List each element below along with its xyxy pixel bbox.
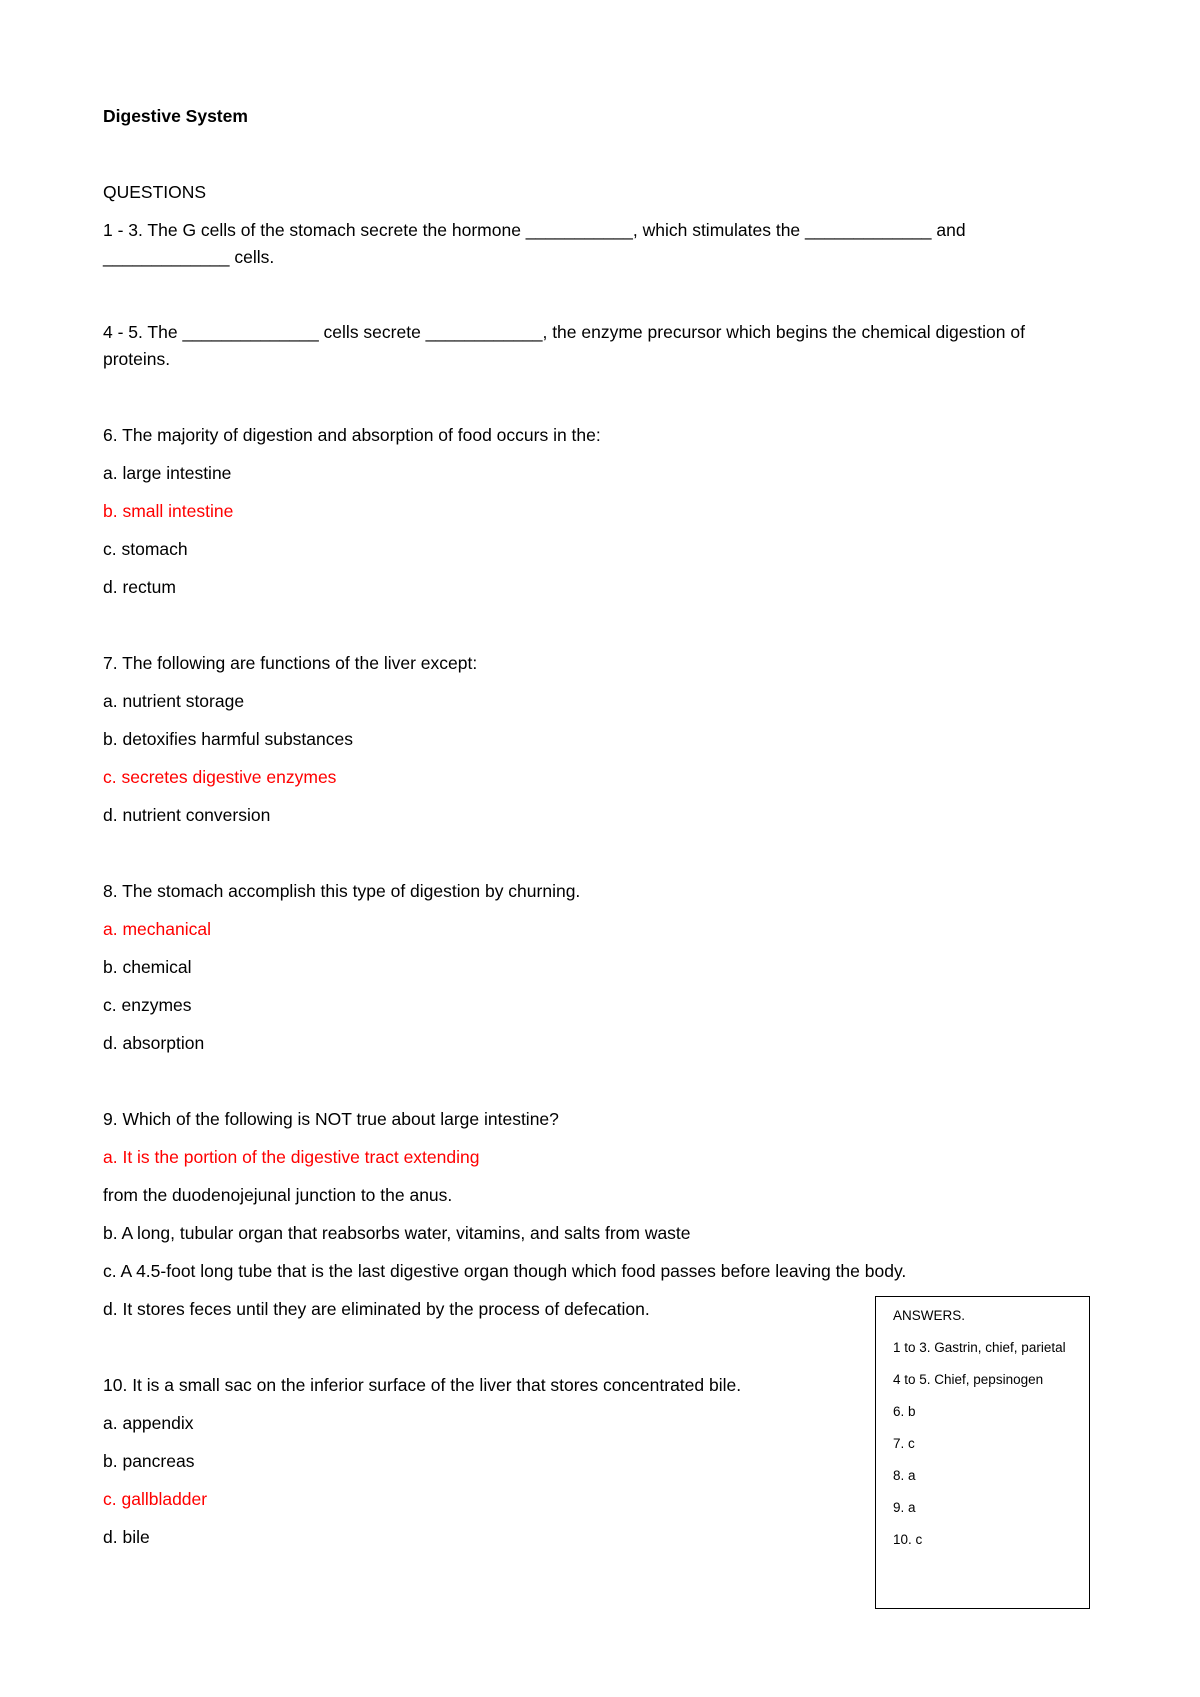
- document-title: Digestive System: [103, 106, 248, 126]
- question-6: 6. The majority of digestion and absorption of food occurs in the:: [103, 425, 601, 445]
- answer-6: 6. b: [893, 1404, 916, 1419]
- answer-9: 9. a: [893, 1500, 916, 1515]
- answer-7: 7. c: [893, 1436, 915, 1451]
- question-9-option-b: b. A long, tubular organ that reabsorbs water, vitamins, and salts from waste: [103, 1223, 691, 1243]
- question-9-option-d: d. It stores feces until they are eliminated by the process of defecation.: [103, 1299, 650, 1319]
- question-8-option-b: b. chemical: [103, 957, 192, 977]
- question-4-5-line-1: 4 - 5. The ______________ cells secrete ____________, the enzyme precursor which begins the chemical digestion of: [103, 322, 1025, 342]
- question-9-option-c: c. A 4.5-foot long tube that is the last digestive organ though which food passes before leaving the body.: [103, 1261, 907, 1281]
- answer-key-heading: ANSWERS.: [893, 1308, 966, 1323]
- question-8-option-a-correct: a. mechanical: [103, 919, 211, 939]
- section-heading: QUESTIONS: [103, 182, 207, 202]
- question-7: 7. The following are functions of the liver except:: [103, 653, 478, 673]
- question-6-option-a: a. large intestine: [103, 463, 232, 483]
- answer-4-5: 4 to 5. Chief, pepsinogen: [893, 1372, 1044, 1387]
- question-7-option-c-correct: c. secretes digestive enzymes: [103, 767, 337, 787]
- question-10-option-a: a. appendix: [103, 1413, 194, 1433]
- answer-8: 8. a: [893, 1468, 916, 1483]
- answer-10: 10. c: [893, 1532, 923, 1547]
- question-6-option-b-correct: b. small intestine: [103, 501, 234, 521]
- question-10: 10. It is a small sac on the inferior surface of the liver that stores concentrated bile.: [103, 1375, 742, 1395]
- question-10-option-b: b. pancreas: [103, 1451, 195, 1471]
- question-8: 8. The stomach accomplish this type of digestion by churning.: [103, 881, 581, 901]
- question-4-5-line-2: proteins.: [103, 349, 171, 369]
- question-10-option-d: d. bile: [103, 1527, 150, 1547]
- question-9-option-a-correct: a. It is the portion of the digestive tract extending: [103, 1147, 480, 1167]
- answer-1-3: 1 to 3. Gastrin, chief, parietal: [893, 1340, 1066, 1355]
- question-8-option-d: d. absorption: [103, 1033, 205, 1053]
- question-9: 9. Which of the following is NOT true about large intestine?: [103, 1109, 559, 1129]
- question-9-option-a-continued: from the duodenojejunal junction to the anus.: [103, 1185, 453, 1205]
- question-1-3-line-2: _____________ cells.: [103, 247, 275, 267]
- question-1-3-line-1: 1 - 3. The G cells of the stomach secrete the hormone ___________, which stimulates the _____________ and: [103, 220, 966, 240]
- question-7-option-a: a. nutrient storage: [103, 691, 245, 711]
- question-8-option-c: c. enzymes: [103, 995, 192, 1015]
- question-6-option-d: d. rectum: [103, 577, 176, 597]
- question-7-option-d: d. nutrient conversion: [103, 805, 271, 825]
- question-7-option-b: b. detoxifies harmful substances: [103, 729, 353, 749]
- question-6-option-c: c. stomach: [103, 539, 188, 559]
- answer-key-box: [875, 1296, 1090, 1609]
- question-10-option-c-correct: c. gallbladder: [103, 1489, 208, 1509]
